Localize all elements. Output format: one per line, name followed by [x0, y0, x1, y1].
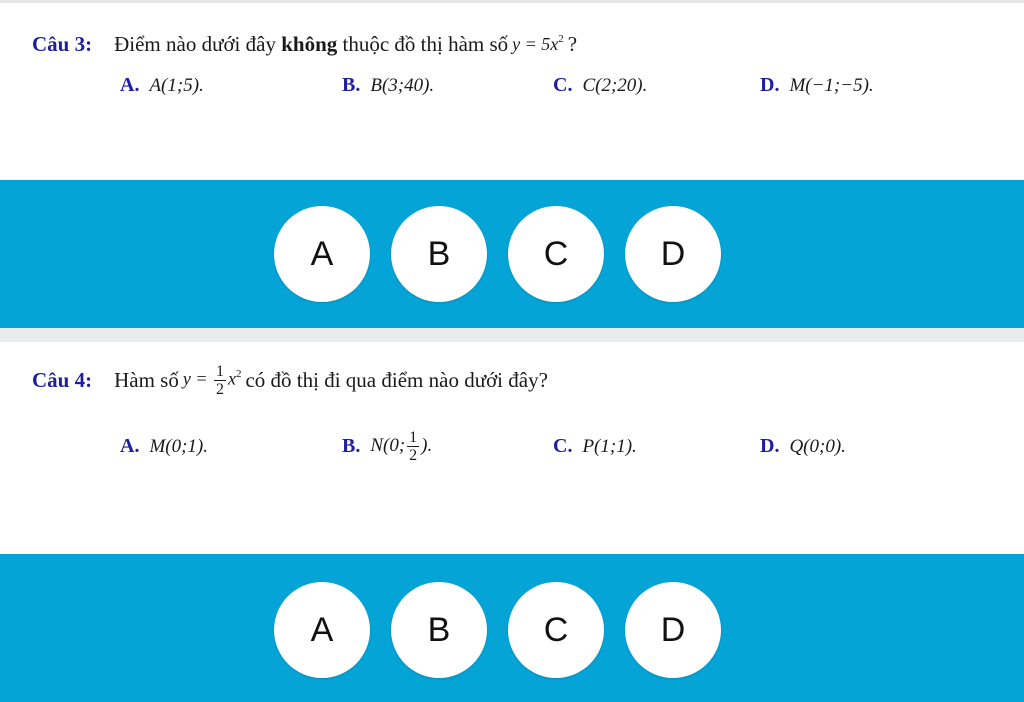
- question-3-option-a: [120, 74, 204, 97]
- option-value-prefix: N(0;: [370, 434, 406, 456]
- question-4-formula-lhs: y =: [182, 368, 208, 389]
- question-4-text-after: có đồ thị đi qua điểm nào dưới đây?: [245, 368, 548, 392]
- option-letter: B.: [342, 435, 361, 457]
- option-value: Q(0;0).: [789, 435, 846, 457]
- question-4: [0, 343, 1024, 553]
- option-letter: D.: [760, 435, 780, 457]
- question-3-label: Câu 3:: [32, 32, 93, 56]
- question-4-text-before: Hàm số: [114, 368, 179, 392]
- fraction-numerator: 1: [409, 429, 418, 446]
- question-3-option-b: [342, 74, 434, 97]
- option-letter: D.: [760, 74, 780, 96]
- question-4-answer-d-button[interactable]: D: [625, 582, 721, 678]
- question-4-option-d: [760, 435, 846, 458]
- fraction-denominator: 2: [409, 447, 418, 464]
- question-3-text-before: Điểm nào dưới đây: [114, 32, 276, 56]
- option-letter: C.: [553, 74, 573, 96]
- option-letter: A.: [120, 74, 140, 96]
- question-3-stem: [32, 32, 577, 57]
- option-value: M(−1;−5).: [789, 74, 874, 96]
- question-4-answer-c-button[interactable]: C: [508, 582, 604, 678]
- option-letter: C.: [553, 435, 573, 457]
- option-letter: A.: [120, 435, 140, 457]
- question-4-option-b: [342, 429, 432, 464]
- question-3-option-c: [553, 74, 647, 97]
- option-value: [370, 429, 432, 464]
- question-4-option-a: [120, 435, 208, 458]
- question-4-answer-panel: [0, 554, 1024, 702]
- question-4-label: Câu 4:: [32, 368, 93, 392]
- question-3-answer-d-button[interactable]: D: [625, 206, 721, 302]
- question-3-text-end: ?: [567, 32, 578, 56]
- section-divider: [0, 328, 1024, 342]
- question-3-option-d: [760, 74, 874, 97]
- option-letter: B.: [342, 74, 361, 96]
- option-value: A(1;5).: [149, 74, 204, 96]
- question-3-answer-b-button[interactable]: B: [391, 206, 487, 302]
- question-3-formula: [512, 34, 564, 55]
- question-3-text: [114, 32, 508, 57]
- question-4-formula-fraction: [214, 363, 226, 398]
- question-3-formula-lhs: y = 5x: [512, 34, 559, 54]
- question-4-answer-a-button[interactable]: A: [274, 582, 370, 678]
- question-4-formula-exponent: 2: [235, 367, 242, 380]
- question-4-answer-b-button[interactable]: B: [391, 582, 487, 678]
- question-4-stem: [32, 363, 548, 398]
- question-3-answer-c-button[interactable]: C: [508, 206, 604, 302]
- question-3-formula-exponent: 2: [558, 33, 564, 45]
- option-value-fraction: [407, 429, 419, 464]
- option-value: P(1;1).: [582, 435, 637, 457]
- option-value: M(0;1).: [149, 435, 209, 457]
- top-divider: [0, 0, 1024, 3]
- fraction-numerator: 1: [215, 363, 224, 380]
- question-3: [0, 28, 1024, 178]
- question-3-text-after: thuộc đồ thị hàm số: [342, 32, 509, 56]
- option-value: B(3;40).: [370, 74, 435, 96]
- question-3-answer-panel: [0, 180, 1024, 328]
- option-value: C(2;20).: [582, 74, 648, 96]
- fraction-denominator: 2: [215, 381, 224, 398]
- question-3-text-bold: không: [281, 32, 338, 56]
- question-4-formula: [183, 363, 242, 398]
- question-3-answer-a-button[interactable]: A: [274, 206, 370, 302]
- question-4-formula-var: x: [227, 368, 236, 389]
- option-value-suffix: ).: [421, 434, 433, 456]
- question-4-option-c: [553, 435, 637, 458]
